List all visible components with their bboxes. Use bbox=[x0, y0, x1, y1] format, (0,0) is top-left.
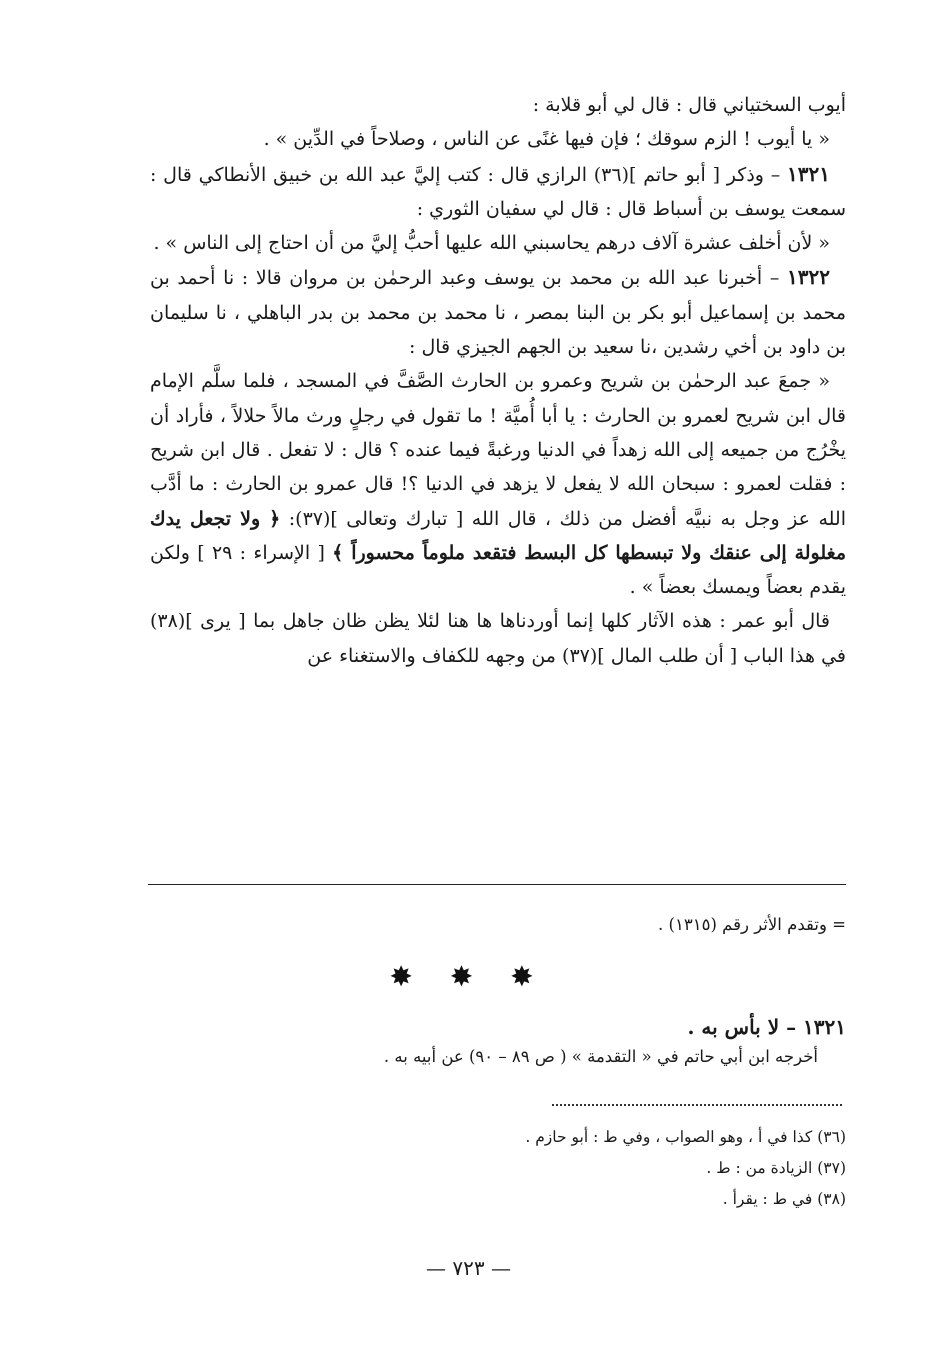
quote-ayyub bbox=[150, 122, 846, 156]
footnote-separator-line bbox=[148, 884, 846, 885]
quote-abdurrahman bbox=[150, 364, 846, 604]
main-text-block bbox=[150, 88, 846, 673]
paragraph-intro-line bbox=[150, 88, 846, 122]
apparatus-note: (٣٨) في ط : يقرأ . bbox=[722, 1190, 846, 1208]
critical-apparatus bbox=[150, 1122, 846, 1215]
paragraph-text: – أخبرنا عبد الله بن محمد بن يوسف وعبد الرحمٰن بن مروان قالا : نا أحمد بن محمد بن إسماعيل أبو بكر بن البنا بمصر ، نا محمد بن محمد بن بدر الباهلي ، نا سليمان بن داود بن أخي رشدين ،نا سعيد بن الجهم الجيزي قال : bbox=[150, 267, 846, 359]
paragraph-text: أيوب السختياني قال : قال لي أبو قلابة : bbox=[532, 94, 846, 116]
entry-number: ١٣٢١ bbox=[787, 161, 830, 186]
footnote-text: = وتقدم الأثر رقم (١٣١٥) . bbox=[658, 915, 846, 934]
paragraph-text: قال أبو عمر : هذه الآثار كلها إنما أوردناها ها هنا لئلا يظن ظان جاهل بما [ يرى ](٣٨) في هذا الباب [ أن طلب المال ](٣٧) من وجهه للكفاف والاستغناء عن bbox=[150, 610, 846, 667]
paragraph-text: « جمعَ عبد الرحمٰن بن شريح وعمرو بن الحارث الصَّفَّ في المسجد ، فلما سلَّم الإمام قال ابن شريح لعمرو بن الحارث : يا أبا أُميَّة ! ما تقول في رجلٍ ورث مالاً حلالاً ، فأراد أن يخْرُج من جميعه إلى الله زهداً في الدنيا ورغبةً فيما عنده ؟ قال : لا تفعل . قال ابن شريح : فقلت لعمرو : سبحان الله لا يفعل لا يزهد في الدنيا ؟! قال عمرو بن الحارث : ما أدَّب الله عز وجل به نبيَّه أفضل من ذلك ، قال الله [ تبارك وتعالى ](٣٧): bbox=[150, 370, 846, 530]
note-body: أخرجه ابن أبي حاتم في « التقدمة » ( ص ٨٩ – ٩٠) عن أبيه به . bbox=[383, 1047, 818, 1066]
note-1321 bbox=[150, 1012, 846, 1072]
entry-1322 bbox=[150, 260, 846, 364]
apparatus-dotted-separator bbox=[552, 1104, 842, 1106]
page-number: — ٧٢٣ — bbox=[426, 1256, 511, 1280]
apparatus-note: (٣٦) كذا في أ ، وهو الصواب ، وفي ط : أبو حازم . bbox=[525, 1128, 846, 1146]
paragraph-text: « لأن أخلف عشرة آلاف درهم يحاسبني الله عليها أحبُّ إليَّ من أن احتاج إلى الناس » . bbox=[153, 232, 830, 255]
quran-verse: ﴿ ولا تجعل يدك مغلولة إلى عنقك ولا تبسطها كل البسط فتقعد ملوماً محسوراً ﴾ bbox=[150, 507, 846, 564]
section-divider-stars: ✸ ✸ ✸ bbox=[389, 960, 548, 993]
continued-footnote bbox=[150, 910, 846, 940]
paragraph-text: – وذكر [ أبو حاتم ](٣٦) الرازي قال : كتب إليَّ عبد الله بن خبيق الأنطاكي قال : سمعت يوسف بن أسباط قال : قال لي سفيان الثوري : bbox=[150, 163, 846, 220]
paragraph-text: « يا أيوب ! الزم سوقك ؛ فإن فيها غنًى عن الناس ، وصلاحاً في الدِّين » . bbox=[263, 128, 830, 151]
apparatus-note: (٣٧) الزيادة من : ط . bbox=[706, 1159, 846, 1177]
paragraph-text: [ الإسراء : ٢٩ ] ولكن يقدم بعضاً ويمسك بعضاً » . bbox=[150, 541, 846, 599]
entry-number: ١٣٢٢ bbox=[787, 265, 830, 290]
note-heading: ١٣٢١ – لا بأس به . bbox=[687, 1015, 846, 1039]
paragraph-abu-umar bbox=[150, 604, 846, 673]
entry-1321 bbox=[150, 157, 846, 227]
quote-sufyan bbox=[150, 226, 846, 260]
